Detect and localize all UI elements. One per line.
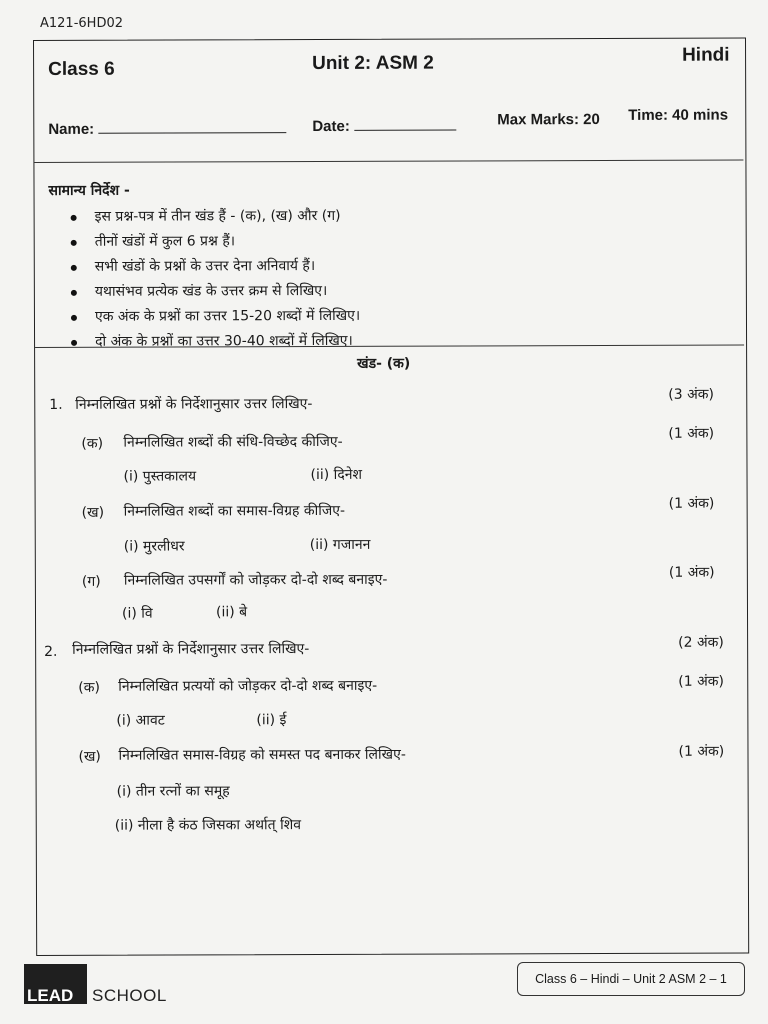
name-field xyxy=(48,120,286,138)
q1-part-item: (i) पुस्तकालय xyxy=(123,468,197,485)
instruction-item: सभी खंडों के प्रश्नों के उत्तर देना अनिवार्य हैं। xyxy=(71,256,360,282)
section-title: खंड- (क) xyxy=(357,355,411,372)
q1-part-item: (i) वि xyxy=(121,605,153,622)
q1-part-text: निम्नलिखित शब्दों की संधि-विच्छेद कीजिए- xyxy=(123,433,343,451)
question-2-marks: (2 अंक) xyxy=(678,634,724,651)
q2-part-item: (ii) ई xyxy=(256,712,287,729)
question-1-number: 1. xyxy=(49,396,63,413)
q1-part-label: (क) xyxy=(81,435,104,452)
q1-part-label: (ग) xyxy=(81,573,101,590)
instructions-list xyxy=(71,206,361,357)
subject-label: Hindi xyxy=(682,44,730,66)
q1-part-item: (ii) दिनेश xyxy=(310,466,363,484)
q2-part-text: निम्नलिखित समास-विग्रह को समस्त पद बनाकर लिखिए- xyxy=(118,746,406,764)
unit-label: Unit 2: ASM 2 xyxy=(312,52,434,75)
question-1-marks: (3 अंक) xyxy=(668,386,715,403)
question-paper-sheet xyxy=(33,38,749,956)
logo-school-text: SCHOOL xyxy=(92,986,167,1005)
name-label: Name: xyxy=(48,120,95,138)
question-2-text: निम्नलिखित प्रश्नों के निर्देशानुसार उत्तर लिखिए- xyxy=(72,641,310,658)
q2-part-item: (ii) नीला है कंठ जिसका अर्थात् शिव xyxy=(114,817,302,834)
header-divider xyxy=(34,160,743,163)
question-1-text: निम्नलिखित प्रश्नों के निर्देशानुसार उत्तर लिखिए- xyxy=(75,396,313,413)
q1-part-label: (ख) xyxy=(81,504,105,521)
instruction-item: दो अंक के प्रश्नों का उत्तर 30-40 शब्दों में लिखिए। xyxy=(71,331,360,357)
q2-part-label: (ख) xyxy=(78,748,101,765)
time-limit: Time: 40 mins xyxy=(628,106,729,124)
question-2-number: 2. xyxy=(44,643,58,660)
name-blank xyxy=(98,120,286,134)
q2-part-text: निम्नलिखित प्रत्ययों को जोड़कर दो-दो शब्द बनाइए- xyxy=(118,677,378,695)
instruction-item: एक अंक के प्रश्नों का उत्तर 15-20 शब्दों में लिखिए। xyxy=(71,306,360,332)
q2-part-item: (i) तीन रत्नों का समूह xyxy=(116,783,230,800)
q1-part-text: निम्नलिखित उपसर्गों को जोड़कर दो-दो शब्द बनाइए- xyxy=(123,571,388,589)
q2-part-marks: (1 अंक) xyxy=(678,673,725,690)
q1-part-item: (ii) गजानन xyxy=(309,536,371,554)
date-blank xyxy=(354,118,456,131)
logo-lead-text: LEAD xyxy=(27,986,74,1005)
q1-part-marks: (1 अंक) xyxy=(668,495,715,512)
q1-part-text: निम्नलिखित शब्दों का समास-विग्रह कीजिए- xyxy=(123,502,346,520)
q2-part-item: (i) आवट xyxy=(116,712,165,729)
q2-part-marks: (1 अंक) xyxy=(678,743,725,760)
q1-part-item: (ii) बे xyxy=(215,604,248,621)
q1-part-marks: (1 अंक) xyxy=(668,425,715,442)
instruction-item: तीनों खंडों में कुल 6 प्रश्न हैं। xyxy=(71,231,360,257)
page-footer-label: Class 6 – Hindi – Unit 2 ASM 2 – 1 xyxy=(517,962,745,996)
q2-part-label: (क) xyxy=(78,679,100,696)
max-marks: Max Marks: 20 xyxy=(497,111,600,129)
q1-part-marks: (1 अंक) xyxy=(668,564,715,581)
date-label: Date: xyxy=(312,117,350,136)
instruction-item: इस प्रश्न-पत्र में तीन खंड हैं - (क), (ख) और (ग) xyxy=(71,206,360,232)
instructions-title: सामान्य निर्देश - xyxy=(48,182,130,199)
instruction-item: यथासंभव प्रत्येक खंड के उत्तर क्रम से लिखिए। xyxy=(71,281,360,307)
date-field xyxy=(312,118,456,136)
class-label: Class 6 xyxy=(48,58,115,80)
q1-part-item: (i) मुरलीधर xyxy=(123,538,185,555)
document-code: A121-6HD02 xyxy=(40,16,123,31)
